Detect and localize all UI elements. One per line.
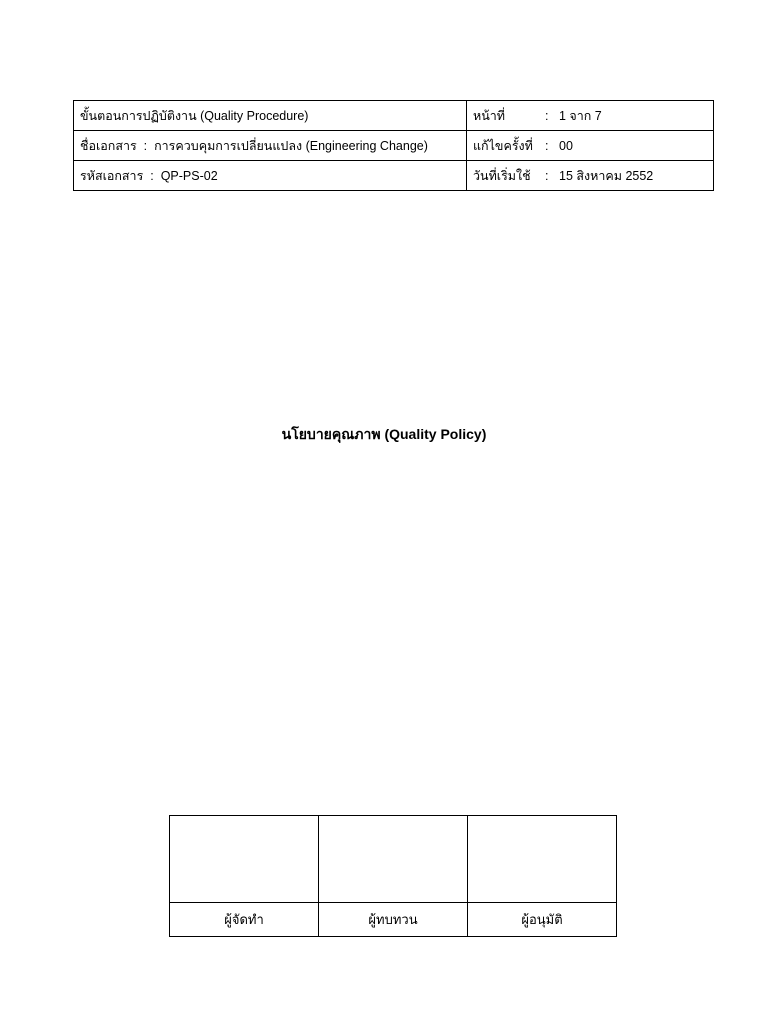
preparer-signature-box (170, 816, 319, 903)
page-value: 1 จาก 7 (559, 108, 602, 123)
signature-label-row (170, 903, 617, 937)
document-name-separator: : (143, 138, 148, 153)
signature-space-row (170, 816, 617, 903)
revision-value: 00 (559, 138, 573, 153)
document-header-table (73, 100, 714, 191)
document-name-cell (74, 131, 467, 161)
preparer-label: ผู้จัดทำ (170, 903, 319, 937)
reviewer-label: ผู้ทบทวน (319, 903, 468, 937)
document-code-label: รหัสเอกสาร (80, 168, 144, 183)
revision-label: แก้ไขครั้งที่ (473, 138, 533, 153)
page-number-cell (467, 101, 714, 131)
effective-date-label: วันที่เริ่มใช้ (473, 168, 531, 183)
document-name-label: ชื่อเอกสาร (80, 138, 137, 153)
document-name-value: การควบคุมการเปลี่ยนแปลง (Engineering Change) (154, 138, 428, 153)
effective-date-separator: : (545, 168, 549, 183)
document-code-cell (74, 161, 467, 191)
page-title: นโยบายคุณภาพ (Quality Policy) (281, 426, 487, 442)
procedure-type-cell (74, 101, 467, 131)
effective-date-value: 15 สิงหาคม 2552 (559, 168, 654, 183)
header-row-document-name (74, 131, 714, 161)
revision-separator: : (545, 138, 549, 153)
page-label: หน้าที่ (473, 108, 506, 123)
document-code-separator: : (150, 168, 154, 183)
effective-date-cell (467, 161, 714, 191)
header-row-procedure (74, 101, 714, 131)
signature-table (169, 815, 617, 937)
reviewer-signature-box (319, 816, 468, 903)
approver-label: ผู้อนุมัติ (468, 903, 617, 937)
page-separator: : (545, 108, 549, 123)
approver-signature-box (468, 816, 617, 903)
document-code-value: QP-PS-02 (160, 168, 218, 183)
header-row-document-code (74, 161, 714, 191)
revision-cell (467, 131, 714, 161)
procedure-type-text: ขั้นตอนการปฏิบัติงาน (Quality Procedure) (80, 108, 309, 123)
